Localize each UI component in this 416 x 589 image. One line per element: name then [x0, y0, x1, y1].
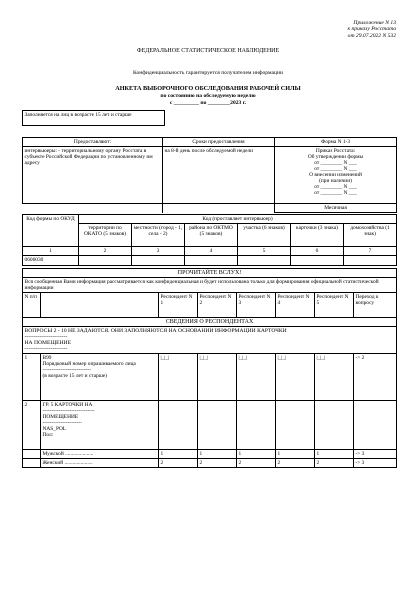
order-line6: (при наличии) [319, 178, 352, 184]
q2-male-label: Мужской ..................... [41, 450, 159, 459]
q1-label: Порядковый номер опрашиваемого лица [42, 361, 136, 367]
q2-female-resp-2[interactable]: 2 [198, 459, 237, 468]
order-line7: от ________ N ___ [314, 184, 357, 190]
on-premises: НА ПОМЕЩЕНИЕ [24, 340, 72, 346]
oktmo-input[interactable] [185, 256, 238, 266]
card-input[interactable] [291, 256, 344, 266]
code-num-2: 2 [79, 247, 132, 256]
order-block [275, 147, 397, 204]
submit-table [22, 137, 397, 213]
q2-female-go: -> 3 [354, 459, 397, 468]
respondents-table [22, 268, 397, 468]
q1-num: 1 [23, 354, 41, 401]
resp-num-header: N п/п [23, 293, 41, 318]
form-subtitle: по состоянию на обследуемую неделю [160, 93, 256, 99]
confidential-notice: Вся сообщенная Вами информация рассматривается как конфиденциальная и будет использована только для формирования официальной статистической информации [23, 278, 397, 293]
q2-dash: ----------------------------- [42, 408, 95, 414]
q1-code: В99 [42, 355, 52, 361]
q1-resp-1-input[interactable]: |_|_| [159, 354, 198, 401]
scope-text: Заполняется на лиц в возрасте 15 лет и старше [23, 111, 165, 126]
q2-dash2: ---------------------- [42, 420, 82, 426]
household-input[interactable] [344, 256, 397, 266]
code-header: Код (проставляет интервьюер) [79, 215, 397, 224]
code-num-1: 1 [23, 247, 79, 256]
observation-title: ФЕДЕРАЛЬНОЕ СТАТИСТИЧЕСКОЕ НАБЛЮДЕНИЕ [136, 48, 280, 54]
q2-male-resp-2[interactable]: 1 [198, 450, 237, 459]
code-col-household: домохозяйства (1 знак) [344, 224, 397, 247]
section-note-text: ВОПРОСЫ 2 - 10 НЕ ЗАДАЮТСЯ. ОНИ ЗАПОЛНЯЮТСЯ НА ОСНОВАНИИ ИНФОРМАЦИИ КАРТОЧКИ [24, 328, 287, 334]
q2-male-resp-4[interactable]: 1 [276, 450, 315, 459]
q1-age-note: (в возрасте 15 лет и старше) [42, 373, 108, 379]
q2-female-label: Женский ..................... [41, 459, 159, 468]
q1-text [41, 354, 159, 401]
periodicity: Месячная [275, 204, 397, 213]
respondent-1-header: Респондент N 1 [159, 293, 198, 318]
q2-code: NAS_POL [42, 426, 67, 432]
order-line5: О внесении изменений [309, 172, 362, 178]
okud-header: Код формы по ОКУД [23, 215, 79, 247]
area-input[interactable] [238, 256, 291, 266]
respondent-5-header: Респондент N 5 [315, 293, 354, 318]
form-title: АНКЕТА ВЫБОРОЧНОГО ОБСЛЕДОВАНИЯ РАБОЧЕЙ СИЛЫ [115, 85, 301, 92]
q2-male-resp-3[interactable]: 1 [237, 450, 276, 459]
deadline-header: Сроки предоставления [163, 138, 275, 147]
order-note-line2: к приказу Росстата [347, 26, 396, 33]
respondent-4-header: Респондент N 4 [276, 293, 315, 318]
q1-resp-4-input[interactable]: |_|_| [276, 354, 315, 401]
code-num-6: 6 [291, 247, 344, 256]
read-aloud: ПРОЧИТАЙТЕ ВСЛУХ! [23, 269, 397, 278]
order-line1: Приказ Росстата: [315, 148, 356, 154]
survey-period: с _________ по ________2023 г. [169, 100, 247, 106]
q2-male-resp-1[interactable]: 1 [159, 450, 198, 459]
submitters-body: интервьюеры: - территориальному органу Росстата в субъекте Российской Федерации по установленному им адресу [23, 147, 163, 204]
q2-text [41, 401, 159, 450]
respondent-2-header: Респондент N 2 [198, 293, 237, 318]
code-col-locality: местности (город - 1, села - 2) [132, 224, 185, 247]
code-col-oktmo: района по ОКТМО (5 знаков) [185, 224, 238, 247]
order-line2: Об утверждении формы [307, 154, 364, 160]
q2-male-resp-5[interactable]: 1 [315, 450, 354, 459]
section-note-dash: ----------------------- [24, 334, 68, 340]
confidential-note: Конфиденциальность гарантируется получателем информации [133, 70, 283, 76]
code-table [22, 214, 397, 266]
order-line4: от ________ N ___ [314, 166, 357, 172]
q2-female-resp-5[interactable]: 2 [315, 459, 354, 468]
q2-num: 2 [23, 401, 41, 450]
submitters-header: Предоставляют: [23, 138, 163, 147]
order-note-line1: Приложение N 13 [353, 20, 396, 26]
q2-female-resp-3[interactable]: 2 [237, 459, 276, 468]
order-note-line3: от 29.07.2022 N 532 [347, 32, 396, 39]
q2-sex-label: Пол: [42, 432, 54, 438]
q1-resp-3-input[interactable]: |_|_| [237, 354, 276, 401]
respondent-3-header: Респондент N 3 [237, 293, 276, 318]
form-number: Форма N 1-3 [275, 138, 397, 147]
scope-box [22, 110, 165, 126]
q2-female-resp-1[interactable]: 2 [159, 459, 198, 468]
code-num-3: 3 [132, 247, 185, 256]
q2-premises: ПОМЕЩЕНИЕ [42, 414, 79, 420]
q2-label: ГР. 5 КАРТОЧКИ НА [42, 402, 93, 408]
q2-female-resp-4[interactable]: 2 [276, 459, 315, 468]
deadline-body: на 8-й день после обследуемой недели [163, 147, 275, 204]
code-col-card: карточки (3 знака) [291, 224, 344, 247]
code-num-4: 4 [185, 247, 238, 256]
go-to-header: Переход к вопросу [354, 293, 397, 318]
on-premises-dash: ----------------------- [24, 346, 68, 352]
order-line8: от ________ N ___ [314, 190, 357, 196]
section-title: СВЕДЕНИЯ О РЕСПОНДЕНТАХ [23, 318, 397, 327]
q1-dash: --------------------------- [42, 367, 91, 373]
code-col-area: участка (6 знаков) [238, 224, 291, 247]
order-note [276, 20, 396, 39]
code-col-okato: территории по ОКАТО (5 знаков) [79, 224, 132, 247]
q1-resp-5-input[interactable]: |_|_| [315, 354, 354, 401]
okato-input[interactable] [79, 256, 132, 266]
order-line3: от ________ N ___ [314, 160, 357, 166]
code-num-7: 7 [344, 247, 397, 256]
q1-resp-2-input[interactable]: |_|_| [198, 354, 237, 401]
q2-male-go: -> 3 [354, 450, 397, 459]
q1-go: -> 2 [354, 354, 397, 401]
okud-value: 0606030 [23, 256, 79, 266]
section-note [23, 327, 397, 354]
code-num-5: 5 [238, 247, 291, 256]
locality-input[interactable] [132, 256, 185, 266]
